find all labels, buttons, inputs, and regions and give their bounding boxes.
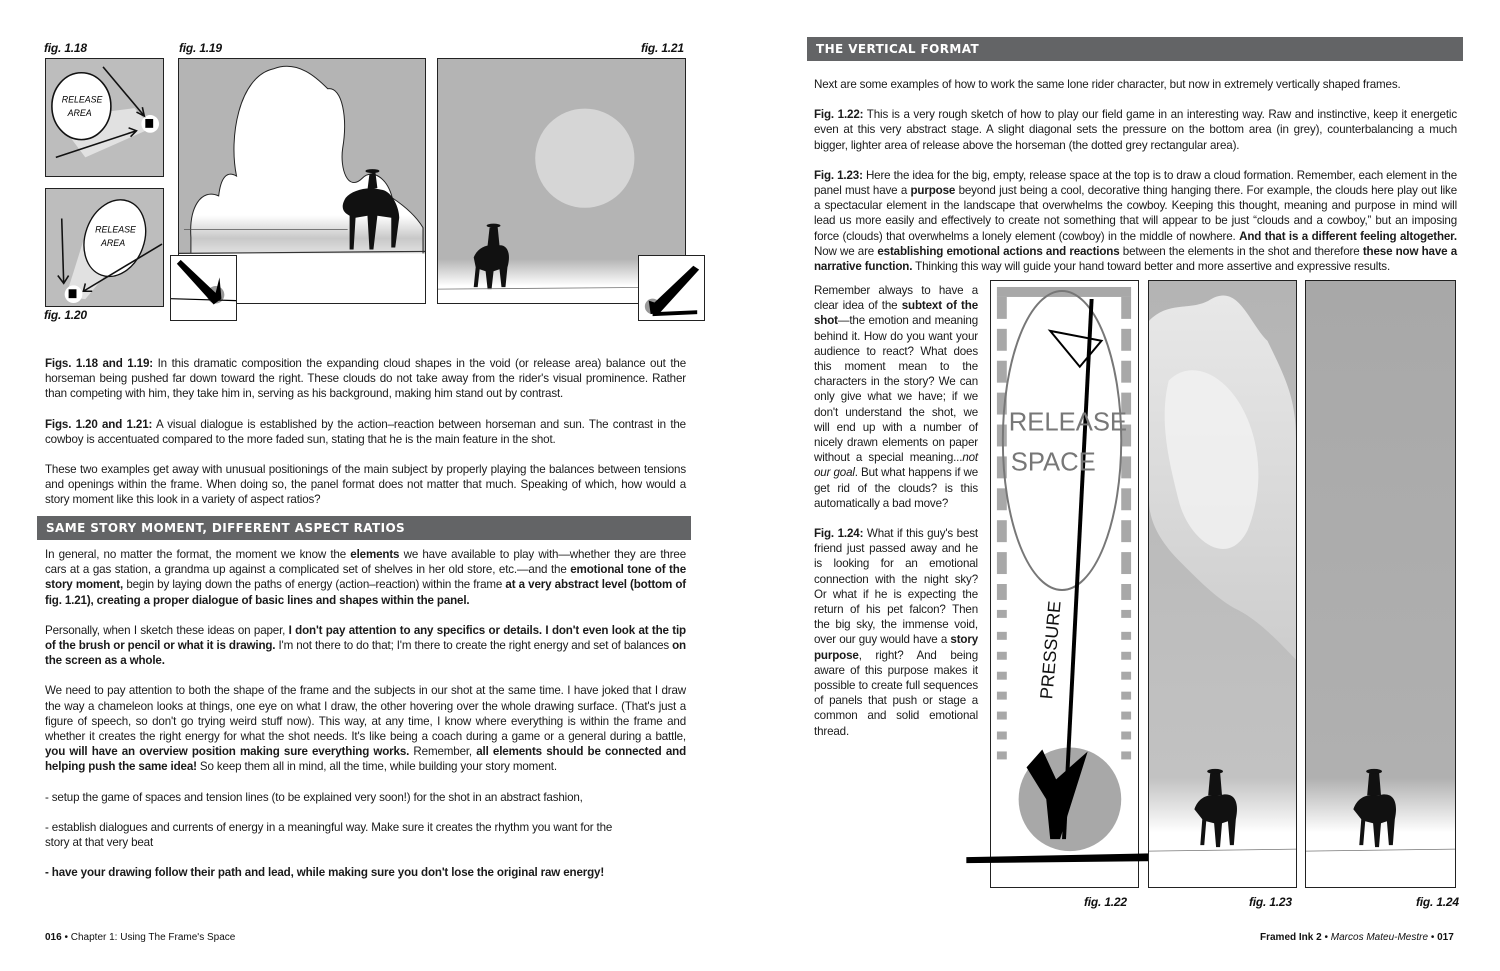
fig-1-20-panel xyxy=(45,188,164,307)
side-column-text xyxy=(814,283,978,754)
subtext-paragraph: Remember always to have a clear idea of the subtext of the shot—the emotion and meaning behind it. How do you want your audience to react? What does this moment mean to the characters in the story? We can only give what we have; if we don't understand the shot, we will end up with a number of nicely drawn elements on paper without a special meaning...not our goal. But what happens if we get rid of the clouds? is this automatically a bad move? xyxy=(814,284,978,510)
fig-1-24-panel xyxy=(1305,280,1456,888)
figure-captions xyxy=(45,356,686,523)
fig-1-20-label: fig. 1.20 xyxy=(44,308,87,322)
fig-1-23-label: fig. 1.23 xyxy=(1249,895,1292,909)
svg-text:RELEASE: RELEASE xyxy=(95,224,136,235)
svg-text:PRESSURE: PRESSURE xyxy=(1036,599,1065,700)
fig-1-19-label: fig. 1.19 xyxy=(179,41,222,55)
intro-paragraph: Next are some examples of how to work the same lone rider character, but now in extremely vertically shaped frames. xyxy=(814,78,1401,91)
fig-1-18-panel xyxy=(45,58,164,177)
svg-text:SPACE: SPACE xyxy=(1010,448,1096,477)
page-number: 017 xyxy=(1437,932,1454,943)
aspect-ratio-intro-paragraph: These two examples get away with unusual positionings of the main subject by properly playing the balances between tensions and openings within the frame. When doing so, the panel format does not matter that much. Speaking of which, how would a story moment like this look in a variety of aspect ratios? xyxy=(45,463,686,507)
svg-text:RELEASE: RELEASE xyxy=(1008,408,1128,437)
svg-text:AREA: AREA xyxy=(67,108,92,119)
fig-1-24-label: fig. 1.24 xyxy=(1416,895,1459,909)
page-number: 016 xyxy=(45,932,62,943)
svg-text:AREA: AREA xyxy=(101,238,126,249)
caption-fig-1-24: Fig. 1.24: What if this guy's best friend just passed away and he is looking for an emotional connection with the night sky? Or what if he is expecting the return of his pet falcon? Then the big sky, the immense void, over our guy would have a story purpose, right? And being aware of this purpose makes it possible to create full sequences of panels that push or stage a common and solid emotional thread. xyxy=(814,527,978,738)
section-heading-vertical-format: THE VERTICAL FORMAT xyxy=(807,37,1463,61)
cloud-horseman-vertical-illustration-icon xyxy=(1149,281,1296,887)
fig-1-21-label: fig. 1.21 xyxy=(641,41,684,55)
book-title: Framed Ink 2 xyxy=(1260,932,1322,943)
energy-lines-sketch-icon xyxy=(171,256,236,320)
vertical-format-body xyxy=(814,77,1457,289)
svg-text:RELEASE: RELEASE xyxy=(61,94,103,105)
fig-1-19-energy-thumbnail xyxy=(170,255,237,321)
fig-1-22-panel xyxy=(990,280,1139,888)
energy-lines-sketch-icon xyxy=(639,256,704,320)
section-heading-aspect-ratios: SAME STORY MOMENT, DIFFERENT ASPECT RATIOS xyxy=(37,516,691,540)
bullet-item: - setup the game of spaces and tension lines (to be explained very soon!) for the shot in an abstract fashion, xyxy=(45,790,583,804)
bullet-item: - have your drawing follow their path and lead, while making sure you don't lose the original raw energy! xyxy=(45,866,605,880)
right-page-footer: Framed Ink 2 • Marcos Mateu-Mestre • 017 xyxy=(1260,932,1454,943)
release-pressure-sketch-icon xyxy=(991,281,1138,887)
paragraph-sketch-approach: Personally, when I sketch these ideas on paper, I don't pay attention to any specifics or details. I don't even look at the tip of the brush or pencil or what it is drawing. I'm not there to do that; I'm there to create the right energy and set of balances on the screen as a whole. xyxy=(45,623,686,668)
paragraph-elements-tone: In general, no matter the format, the moment we know the elements we have available to play with—whether they are three cars at a gas station, a grandma up against a complicated set of shelves in her old store, etc.—and the emotional tone of the story moment, begin by laying down the paths of energy (action–reaction) within the frame at a very abstract level (bottom of fig. 1.21), creating a proper dialogue of basic lines and shapes within the panel. xyxy=(45,548,686,607)
author-name: Marcos Mateu-Mestre xyxy=(1330,932,1429,943)
bullet-item: - establish dialogues and currents of energy in a meaningful way. Make sure it creates the rhythm you want for the story at that very beat xyxy=(45,820,613,850)
right-page xyxy=(750,0,1500,971)
fig-1-23-panel xyxy=(1148,280,1297,888)
paragraph-chameleon: We need to pay attention to both the shape of the frame and the subjects in our shot at the same time. I have joked that I draw the way a chameleon looks at things, one eye on what I draw, the other hovering over the whole drawing surface. (That's just a figure of speech, so don't go trying weird stuff now). This way, at any time, I know where everything is within the frame and whether it creates the right energy for what the shot needs. It's like being a coach during a game or a general during a battle, you will have an overview position making sure everything works. Remember, all elements should be connected and helping push the same idea! So keep them all in mind, all the time, while building your story moment. xyxy=(45,684,686,774)
caption-fig-1-23: Fig. 1.23: Here the idea for the big, empty, release space at the top is to draw a cloud formation. Remember, each element in the panel must have a purpose beyond just being a cool, decorative thing hanging there. For example, the clouds here play out like a spectacular element in the landscape that overwhelms the cowboy. Keeping this thought, meaning and purpose in mind will lead us more easily and effectively to create not something that will appear to be just “clouds and a cowboy,” but an imposing force (clouds) that overwhelms a lonely element (cowboy) in the middle of nowhere. And that is a different feeling altogether. Now we are establishing emotional actions and reactions between the elements in the shot and therefore these now have a narrative function. Thinking this way will guide your hand toward better and more assertive and expressive results. xyxy=(814,168,1457,274)
fig-1-18-label: fig. 1.18 xyxy=(44,41,87,55)
empty-sky-horseman-illustration-icon xyxy=(1306,281,1455,887)
fig-1-21-energy-thumbnail xyxy=(638,255,705,321)
caption-fig-1-22: Fig. 1.22: This is a very rough sketch of how to play our field game in an interesting way. Raw and instinctive, keep it energetic even at this very abstract stage. A slight diagonal sets the pressure on the bottom area (in grey), counterbalancing a much bigger, lighter area of release above the horseman (the dotted grey rectangular area). xyxy=(814,108,1457,152)
fig-1-22-label: fig. 1.22 xyxy=(1084,895,1127,909)
chapter-title: Chapter 1: Using The Frame's Space xyxy=(70,932,236,943)
left-page-footer: 016 • Chapter 1: Using The Frame's Space xyxy=(45,932,236,943)
aspect-ratio-section-body xyxy=(45,547,686,895)
caption-figs-1-18-1-19: Figs. 1.18 and 1.19: In this dramatic composition the expanding cloud shapes in the void (or release area) balance out the horseman being pushed far down toward the right. These clouds do not take away from the rider's visual prominence. Rather than competing with him, they take him in, serving as his background, making him stand out by contrast. xyxy=(45,357,686,401)
caption-figs-1-20-1-21: Figs. 1.20 and 1.21: A visual dialogue is established by the action–reaction between horseman and sun. The contrast in the cowboy is accentuated compared to the more faded sun, stating that he is the main feature in the shot. xyxy=(45,417,686,446)
release-area-diagram-icon xyxy=(46,59,163,176)
release-area-diagram-icon xyxy=(46,189,163,306)
